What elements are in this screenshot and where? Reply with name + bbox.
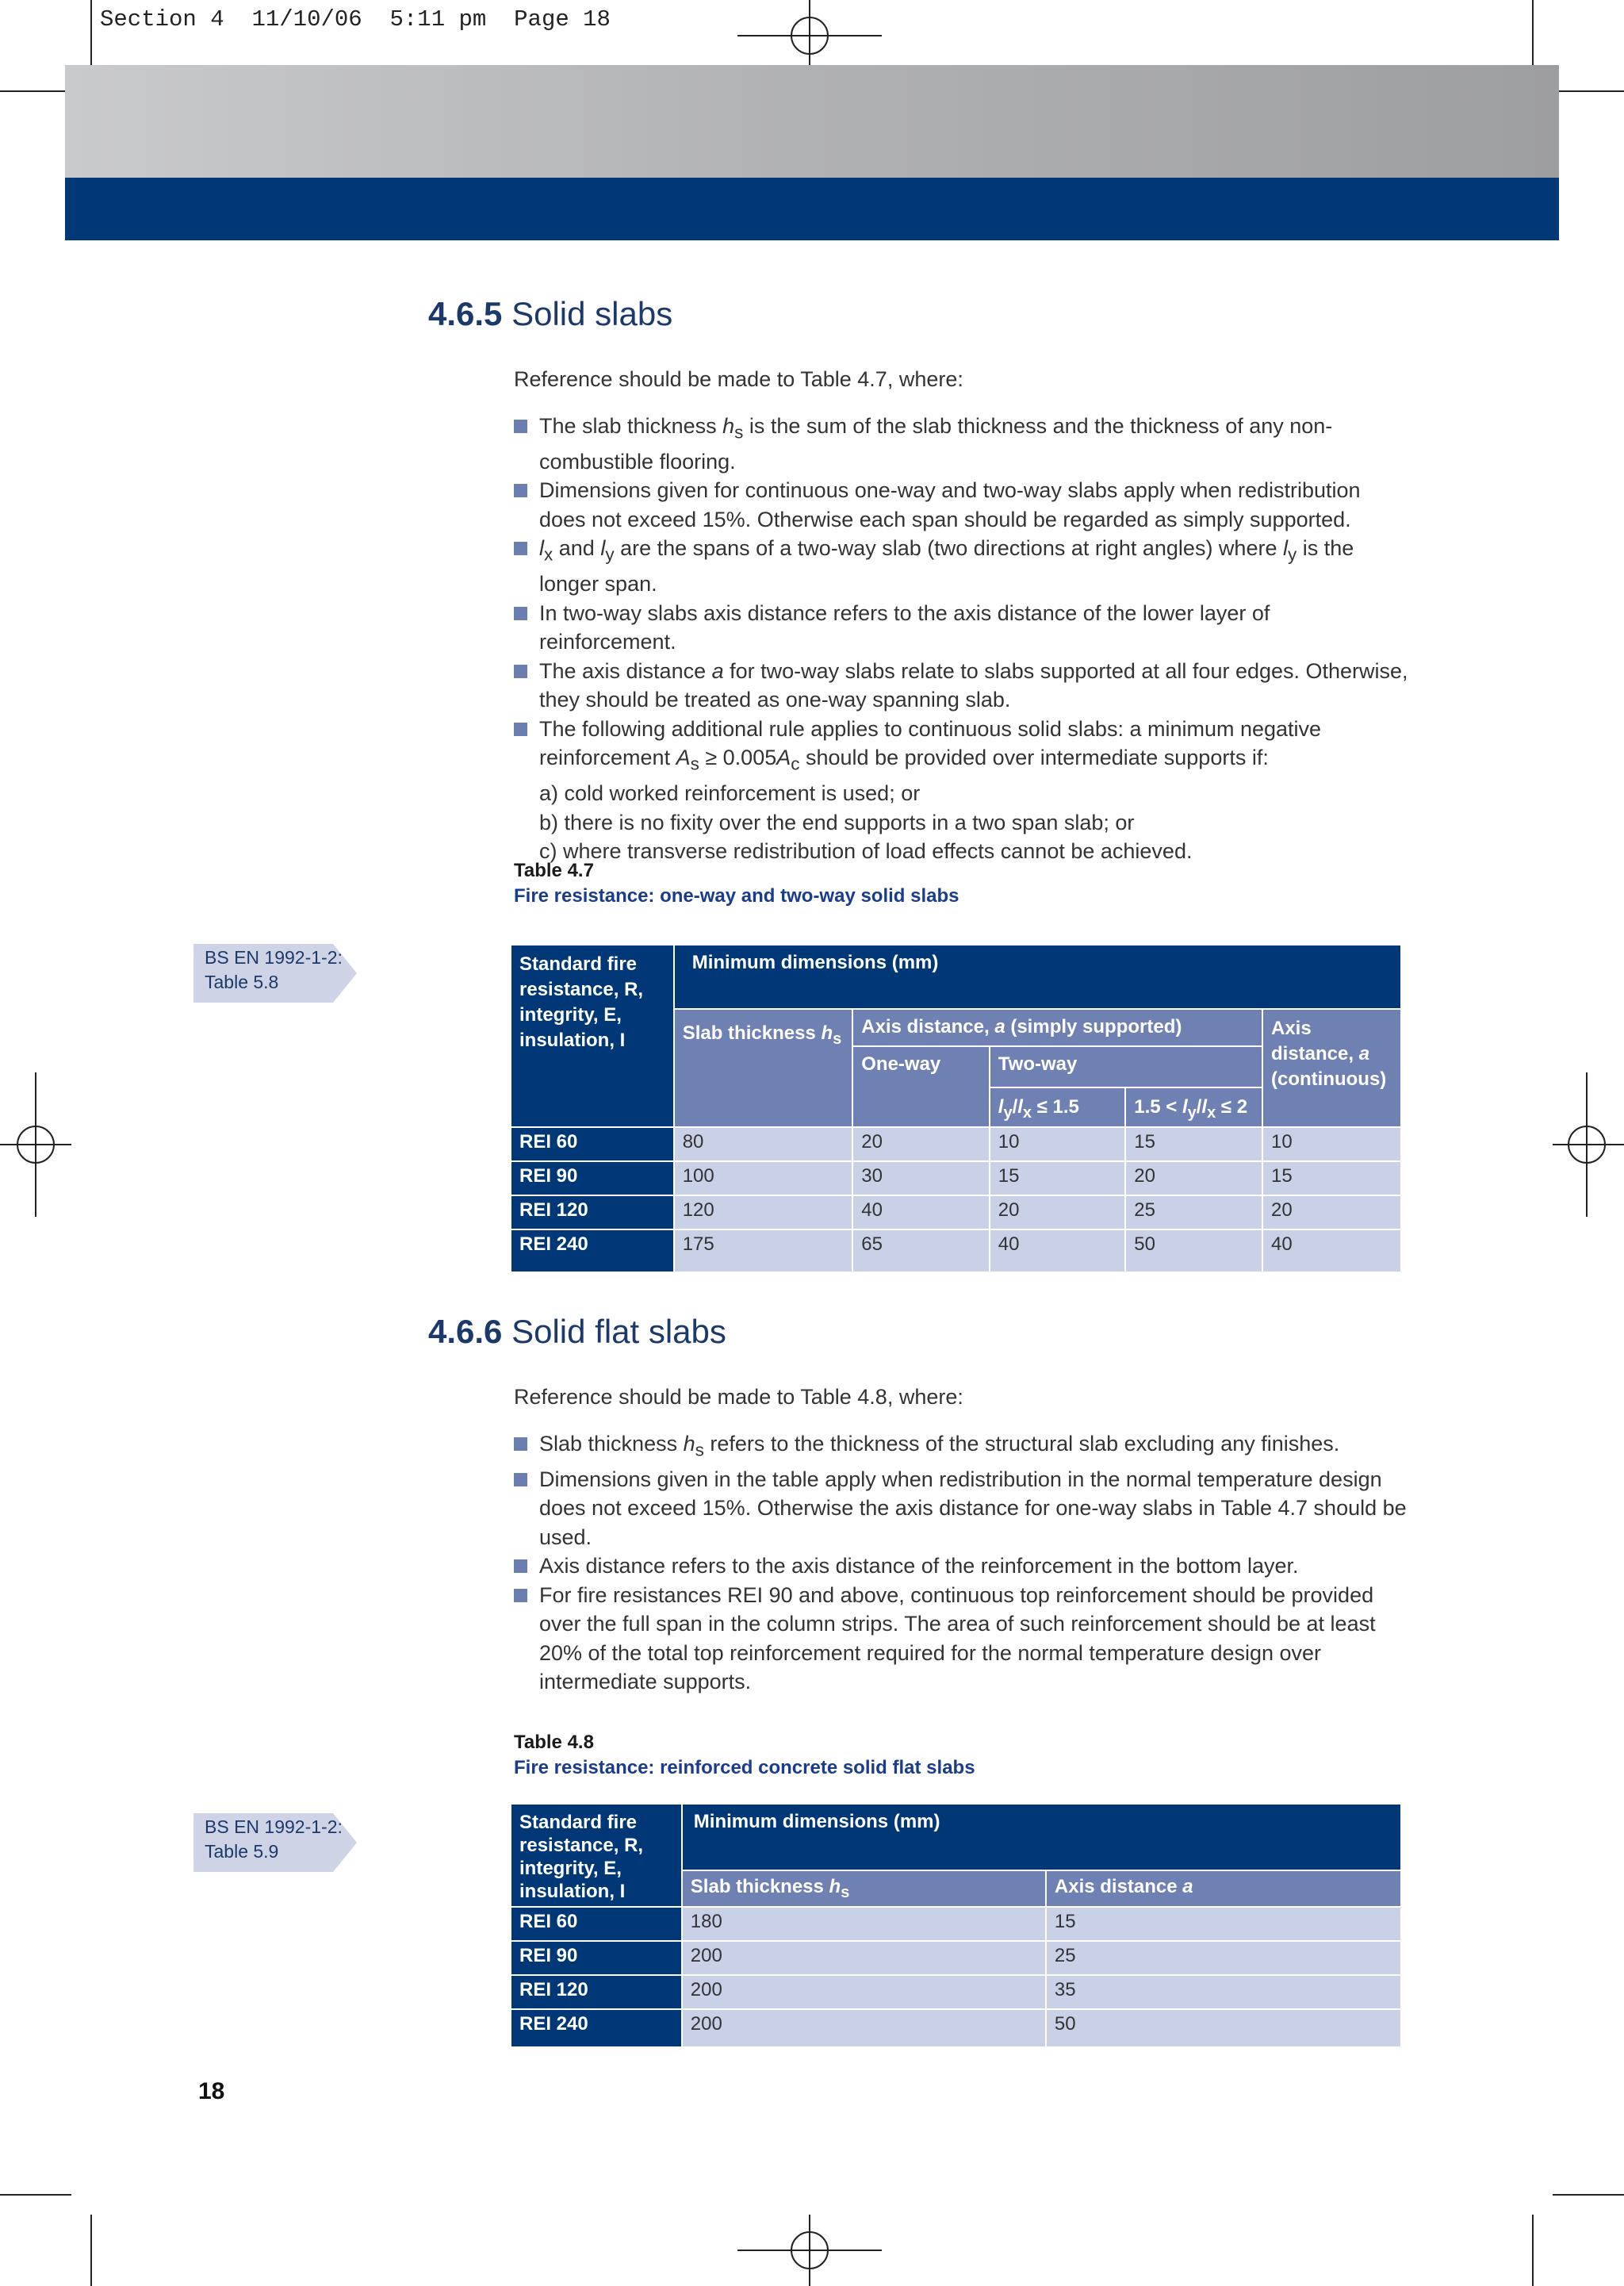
list-item: Slab thickness $h_s$ refers to the thickness of the structural slab excluding any finishes. bbox=[514, 1429, 1410, 1465]
table-cell: 200 bbox=[682, 1941, 1046, 1975]
reference-tag bbox=[205, 1815, 343, 1864]
table-row bbox=[511, 1127, 1401, 1161]
table-cell: 40 bbox=[1262, 1229, 1401, 1272]
table-cell: 30 bbox=[852, 1161, 990, 1195]
bullet-square-icon bbox=[514, 1589, 527, 1602]
table-cell: 65 bbox=[852, 1229, 990, 1272]
table-row bbox=[511, 1907, 1401, 1941]
table-caption bbox=[514, 858, 959, 909]
registration-mark bbox=[791, 17, 829, 55]
bullet-list bbox=[514, 1429, 1410, 1697]
table-title: Fire resistance: one-way and two-way solid slabs bbox=[514, 885, 959, 907]
table-cell: 15 bbox=[1262, 1161, 1401, 1195]
list-item: For fire resistances REI 90 and above, continuous top reinforcement should be provided over the full span in the column strips. The area of such reinforcement should be at least 20% of the total top reinforcement required for the normal temperature design over intermediate supports. bbox=[514, 1581, 1410, 1697]
section-intro: Reference should be made to Table 4.7, where: bbox=[514, 367, 963, 391]
table-label: Table 4.8 bbox=[514, 1732, 594, 1753]
reference-line: BS EN 1992-1-2: bbox=[205, 947, 343, 968]
bullet-square-icon bbox=[514, 420, 527, 433]
table-cell: 100 bbox=[674, 1161, 853, 1195]
header-ratio-1-5-to-2: $1.5 < l_y/l_x \le 2$ bbox=[1125, 1087, 1262, 1127]
slug-section: Section 4 bbox=[100, 6, 224, 33]
table-cell: 15 bbox=[1046, 1907, 1401, 1941]
slug-date: 11/10/06 bbox=[251, 6, 362, 33]
header-one-way: One-way bbox=[852, 1046, 990, 1127]
bullet-list bbox=[514, 412, 1410, 866]
sub-item: c) where transverse redistribution of load effects cannot be achieved. bbox=[539, 839, 1193, 864]
bullet-square-icon bbox=[514, 484, 527, 497]
table-label: Table 4.7 bbox=[514, 860, 594, 881]
sub-item: b) there is no fixity over the end supports in a two span slab; or bbox=[539, 810, 1135, 834]
header-axis-simply-supported: Axis distance, a (simply supported) bbox=[852, 1009, 1262, 1046]
table-cell: 50 bbox=[1046, 2009, 1401, 2047]
table-cell: 200 bbox=[682, 2009, 1046, 2047]
section-intro: Reference should be made to Table 4.8, where: bbox=[514, 1385, 963, 1409]
crop-mark bbox=[1532, 0, 1534, 71]
table-cell: 40 bbox=[990, 1229, 1125, 1272]
row-label: REI 120 bbox=[511, 1195, 674, 1229]
table-4-7 bbox=[510, 944, 1402, 1273]
header-two-way: Two-way bbox=[990, 1046, 1262, 1087]
table-cell: 15 bbox=[990, 1161, 1125, 1195]
bullet-square-icon bbox=[514, 607, 527, 620]
bullet-square-icon bbox=[514, 542, 527, 555]
table-cell: 20 bbox=[1262, 1195, 1401, 1229]
header-standard-fire: Standard fire resistance, R, integrity, E, insulation, I bbox=[511, 945, 674, 1127]
section-heading-4-6-5 bbox=[428, 295, 672, 333]
registration-mark bbox=[791, 2231, 829, 2269]
bullet-square-icon bbox=[514, 723, 527, 736]
crop-mark bbox=[0, 90, 71, 92]
table-cell: 10 bbox=[990, 1127, 1125, 1161]
printer-slug bbox=[100, 6, 611, 33]
bullet-square-icon bbox=[514, 1473, 527, 1486]
header-minimum-dimensions: Minimum dimensions (mm) bbox=[682, 1804, 1401, 1870]
row-label: REI 90 bbox=[511, 1161, 674, 1195]
bullet-square-icon bbox=[514, 665, 527, 678]
table-row bbox=[511, 2009, 1401, 2047]
crop-mark bbox=[1553, 90, 1624, 92]
row-label: REI 240 bbox=[511, 1229, 674, 1272]
row-label: REI 120 bbox=[511, 1975, 682, 2009]
crop-mark bbox=[90, 2215, 92, 2286]
header-ratio-le-1-5: $l_y/l_x \le 1.5$ bbox=[990, 1087, 1125, 1127]
header-axis-distance: Axis distance a bbox=[1046, 1870, 1401, 1907]
header-standard-fire: Standard fire resistance, R, integrity, E, insulation, I bbox=[511, 1804, 682, 1907]
section-title: Solid slabs bbox=[511, 295, 673, 332]
table-row bbox=[511, 1975, 1401, 2009]
crop-mark bbox=[1553, 2194, 1624, 2196]
table-cell: 50 bbox=[1125, 1229, 1262, 1272]
table-cell: 180 bbox=[682, 1907, 1046, 1941]
header-banner-blue bbox=[65, 178, 1559, 240]
sub-item: a) cold worked reinforcement is used; or bbox=[539, 781, 921, 806]
table-cell: 20 bbox=[990, 1195, 1125, 1229]
table-row bbox=[511, 1195, 1401, 1229]
list-item: Dimensions given in the table apply when redistribution in the normal temperature design does not exceed 15%. Otherwise the axis distance for one-way slabs in Table 4.7 should be used. bbox=[514, 1465, 1410, 1552]
crop-mark bbox=[0, 2194, 71, 2196]
reference-line: Table 5.9 bbox=[205, 1841, 279, 1862]
slug-time: 5:11 pm bbox=[389, 6, 487, 33]
table-cell: 200 bbox=[682, 1975, 1046, 2009]
table-row bbox=[511, 1941, 1401, 1975]
table-row bbox=[511, 1161, 1401, 1195]
header-banner-grey bbox=[65, 65, 1559, 178]
row-label: REI 60 bbox=[511, 1127, 674, 1161]
table-title: Fire resistance: reinforced concrete solid flat slabs bbox=[514, 1757, 975, 1778]
list-item: Axis distance refers to the axis distance of the reinforcement in the bottom layer. bbox=[514, 1551, 1410, 1581]
table-cell: 35 bbox=[1046, 1975, 1401, 2009]
header-slab-thickness: Slab thickness $h_s$ bbox=[674, 1009, 853, 1127]
bullet-square-icon bbox=[514, 1437, 527, 1451]
table-row bbox=[511, 1229, 1401, 1272]
table-cell: 20 bbox=[852, 1127, 990, 1161]
section-heading-4-6-6 bbox=[428, 1313, 726, 1351]
list-item: $l_x$ and $l_y$ are the spans of a two-way slab (two directions at right angles) where $l_y$ is the longer span. bbox=[514, 534, 1410, 598]
table-cell: 120 bbox=[674, 1195, 853, 1229]
header-minimum-dimensions: Minimum dimensions (mm) bbox=[674, 945, 1401, 1009]
crop-mark bbox=[90, 0, 92, 71]
registration-mark bbox=[17, 1126, 55, 1164]
list-item: The slab thickness $h_s$ is the sum of the slab thickness and the thickness of any non-combustible flooring. bbox=[514, 412, 1410, 476]
table-cell: 175 bbox=[674, 1229, 853, 1272]
table-cell: 25 bbox=[1125, 1195, 1262, 1229]
table-cell: 80 bbox=[674, 1127, 853, 1161]
list-item: Dimensions given for continuous one-way and two-way slabs apply when redistribution does not exceed 15%. Otherwise each span should be regarded as simply supported. bbox=[514, 476, 1410, 534]
header-slab-thickness: Slab thickness $h_s$ bbox=[682, 1870, 1046, 1907]
section-number: 4.6.6 bbox=[428, 1313, 503, 1350]
reference-tag bbox=[205, 945, 343, 995]
table-caption bbox=[514, 1730, 975, 1781]
reference-line: Table 5.8 bbox=[205, 972, 279, 992]
table-cell: 25 bbox=[1046, 1941, 1401, 1975]
table-cell: 15 bbox=[1125, 1127, 1262, 1161]
list-item: The following additional rule applies to continuous solid slabs: a minimum negative reinforcement $A_s \ge 0.005A_c$ should be provided over intermediate supports if: a) cold worked reinforcement is used; or b) there is no fixity over the end supports in a two span slab; or c) where transverse redistribution of load effects cannot be achieved. bbox=[514, 715, 1410, 866]
table-cell: 20 bbox=[1125, 1161, 1262, 1195]
reference-line: BS EN 1992-1-2: bbox=[205, 1816, 343, 1837]
table-cell: 40 bbox=[852, 1195, 990, 1229]
list-item: In two-way slabs axis distance refers to the axis distance of the lower layer of reinforcement. bbox=[514, 599, 1410, 657]
section-number: 4.6.5 bbox=[428, 295, 503, 332]
list-item: The axis distance a for two-way slabs relate to slabs supported at all four edges. Otherwise, they should be treated as one-way spanning slab. bbox=[514, 657, 1410, 715]
table-4-8 bbox=[510, 1803, 1402, 2048]
crop-mark bbox=[1532, 2215, 1534, 2286]
bullet-square-icon bbox=[514, 1559, 527, 1573]
header-axis-continuous: Axis distance, a (continuous) bbox=[1262, 1009, 1401, 1127]
table-cell: 10 bbox=[1262, 1127, 1401, 1161]
row-label: REI 240 bbox=[511, 2009, 682, 2047]
section-title: Solid flat slabs bbox=[511, 1313, 726, 1350]
slug-page: Page 18 bbox=[514, 6, 611, 33]
row-label: REI 90 bbox=[511, 1941, 682, 1975]
page-number: 18 bbox=[198, 2078, 225, 2104]
row-label: REI 60 bbox=[511, 1907, 682, 1941]
registration-mark bbox=[1568, 1126, 1606, 1164]
